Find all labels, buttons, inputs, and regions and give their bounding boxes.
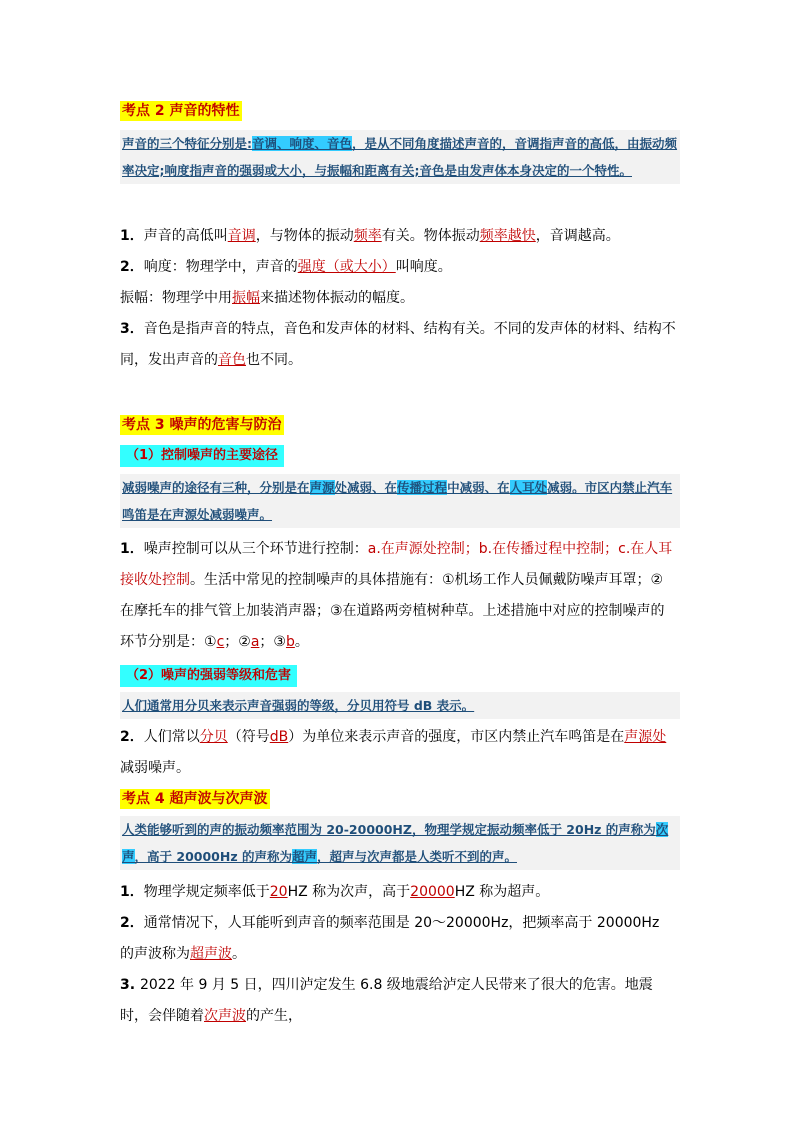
section-3-heading: 考点 3 噪声的危害与防治 xyxy=(122,417,282,433)
question-text: 振幅：物理学中用 xyxy=(120,290,232,306)
answer-blank: b xyxy=(285,634,295,650)
summary-text: ，是从不同角度描述声音的，音调指声音的高低，由振动频率决定;响度指声音的强弱或大小，与振幅和距离有关;音色是由发声体本身决定的一个特性。 xyxy=(122,136,678,178)
question-text: HZ 称为次声，高于 xyxy=(287,884,411,900)
question-text: ；② xyxy=(224,634,251,650)
section-3-heading-wrap xyxy=(120,414,676,435)
question-text: 叫响度。 xyxy=(395,259,452,275)
s4-question-2 xyxy=(120,908,676,970)
s4-question-1 xyxy=(120,877,676,908)
section-2-summary xyxy=(120,130,680,184)
question-number: 2． xyxy=(120,915,144,931)
answer-blank: 频率 xyxy=(353,228,382,244)
answer-blank: 分贝 xyxy=(199,729,228,745)
answer-blank: 强度（或大小） xyxy=(297,259,396,275)
answer-blank: 超声波 xyxy=(190,946,232,962)
summary-text: 减弱噪声的途径有三种，分别是在 xyxy=(122,480,310,495)
summary-text: ，超声与次声都是人类听不到的声。 xyxy=(316,849,517,864)
question-number: 3． xyxy=(120,321,144,337)
s4-question-3 xyxy=(120,970,676,1032)
s2-amplitude-line xyxy=(120,283,676,314)
question-text: 人们常以 xyxy=(143,729,200,745)
question-text: HZ 称为超声。 xyxy=(454,884,550,900)
question-text: ；③ xyxy=(259,634,286,650)
summary-text: 减弱。市区内禁止汽车鸣笛是在声源处减弱噪声。 xyxy=(122,480,673,522)
question-text: 通常情况下，人耳能听到声音的频率范围是 20～20000Hz，把频率高于 20000Hz 的声波称为 xyxy=(120,915,660,962)
s3-question-1 xyxy=(120,534,676,658)
section-3-summary-1 xyxy=(120,474,680,528)
s2-question-3 xyxy=(120,314,676,376)
answer-blank: 次声波 xyxy=(204,1008,246,1024)
question-text: 响度：物理学中，声音的 xyxy=(143,259,298,275)
answer-blank: 20000 xyxy=(410,884,455,900)
question-text: ）为单位来表示声音的强度，市区内禁止汽车鸣笛是在 xyxy=(288,729,625,745)
section-3-sub2-wrap xyxy=(120,664,676,687)
question-text: 2022 年 9 月 5 日，四川泸定发生 6.8 级地震给泸定人民带来了很大的危害。地震时，会伴随着 xyxy=(120,977,653,1024)
question-text: 的产生， xyxy=(246,1008,302,1024)
question-text: 声音的高低叫 xyxy=(143,228,228,244)
s3-question-2 xyxy=(120,722,676,784)
section-2-heading-wrap xyxy=(120,100,676,121)
question-number: 2． xyxy=(120,259,144,275)
summary-highlight: 超声 xyxy=(291,849,317,864)
question-text: 。 xyxy=(294,634,309,650)
answer-blank: 振幅 xyxy=(232,290,260,306)
answer-blank: dB xyxy=(269,729,289,745)
section-3-sub1-wrap xyxy=(120,444,676,467)
question-number: 3. xyxy=(120,977,140,993)
answer-blank: 音调 xyxy=(227,228,256,244)
summary-highlight: 传播过程 xyxy=(397,480,448,495)
question-number: 1． xyxy=(120,541,144,557)
section-3-subheading-2: （2）噪声的强弱等级和危害 xyxy=(120,665,297,687)
question-number: 1． xyxy=(120,228,144,244)
summary-text: 声音的三个特征分别是: xyxy=(122,136,252,151)
question-number: 1． xyxy=(120,884,144,900)
section-4-heading-wrap xyxy=(120,788,676,809)
question-text: 也不同。 xyxy=(246,352,302,368)
question-text: 减弱噪声。 xyxy=(120,760,190,776)
answer-text: a.在声源处控制；b.在传播过程中控制；c.在人耳接收处控制 xyxy=(120,541,673,588)
s2-question-1 xyxy=(120,221,676,252)
question-text: ，音调越高。 xyxy=(535,228,620,244)
question-text: ，与物体的振动 xyxy=(255,228,354,244)
summary-text: 人们通常用分贝来表示声音强弱的等级，分贝用符号 dB 表示。 xyxy=(122,698,475,713)
question-text: 物理学规定频率低于 xyxy=(143,884,270,900)
section-3-summary-2 xyxy=(120,692,680,719)
summary-text: 人类能够听到的声的振动频率范围为 20-20000HZ，物理学规定振动频率低于 20Hz 的声称为 xyxy=(122,822,656,837)
section-4-summary xyxy=(120,816,680,870)
answer-blank: 20 xyxy=(269,884,288,900)
question-text: 。 xyxy=(232,946,246,962)
summary-text: ，高于 20000Hz 的声称为 xyxy=(134,849,292,864)
summary-highlight: 人耳处 xyxy=(509,480,548,495)
s2-question-2 xyxy=(120,252,676,283)
summary-highlight: 音调、响度、音色 xyxy=(252,136,353,151)
question-text: 噪声控制可以从三个环节进行控制： xyxy=(143,541,368,557)
section-3-subheading-1: （1）控制噪声的主要途径 xyxy=(120,445,284,467)
answer-blank: 音色 xyxy=(218,352,246,368)
summary-text: 中减弱、在 xyxy=(447,480,510,495)
question-text: 。生活中常见的控制噪声的具体措施有：①机场工作人员佩戴防噪声耳罩；②在摩托车的排气管上加装消声器；③在道路两旁植树种草。上述措施中对应的控制噪声的环节分别是：① xyxy=(120,572,665,650)
summary-highlight: 声源 xyxy=(309,480,335,495)
question-text: 来描述物体振动的幅度。 xyxy=(260,290,414,306)
section-2-heading: 考点 2 声音的特性 xyxy=(122,103,240,119)
summary-text: 处减弱、在 xyxy=(334,480,398,495)
question-text: （符号 xyxy=(227,729,270,745)
answer-blank: c xyxy=(216,634,225,650)
answer-blank: 频率越快 xyxy=(479,228,536,244)
summary-highlight: 次声 xyxy=(122,822,669,864)
section-4-heading: 考点 4 超声波与次声波 xyxy=(122,791,268,807)
question-text: 有关。物体振动 xyxy=(381,228,480,244)
question-text: 音色是指声音的特点，音色和发声体的材料、结构有关。不同的发声体的材料、结构不同，发出声音的 xyxy=(120,321,676,368)
question-number: 2． xyxy=(120,729,144,745)
answer-blank: 声源处 xyxy=(624,729,667,745)
answer-blank: a xyxy=(250,634,260,650)
